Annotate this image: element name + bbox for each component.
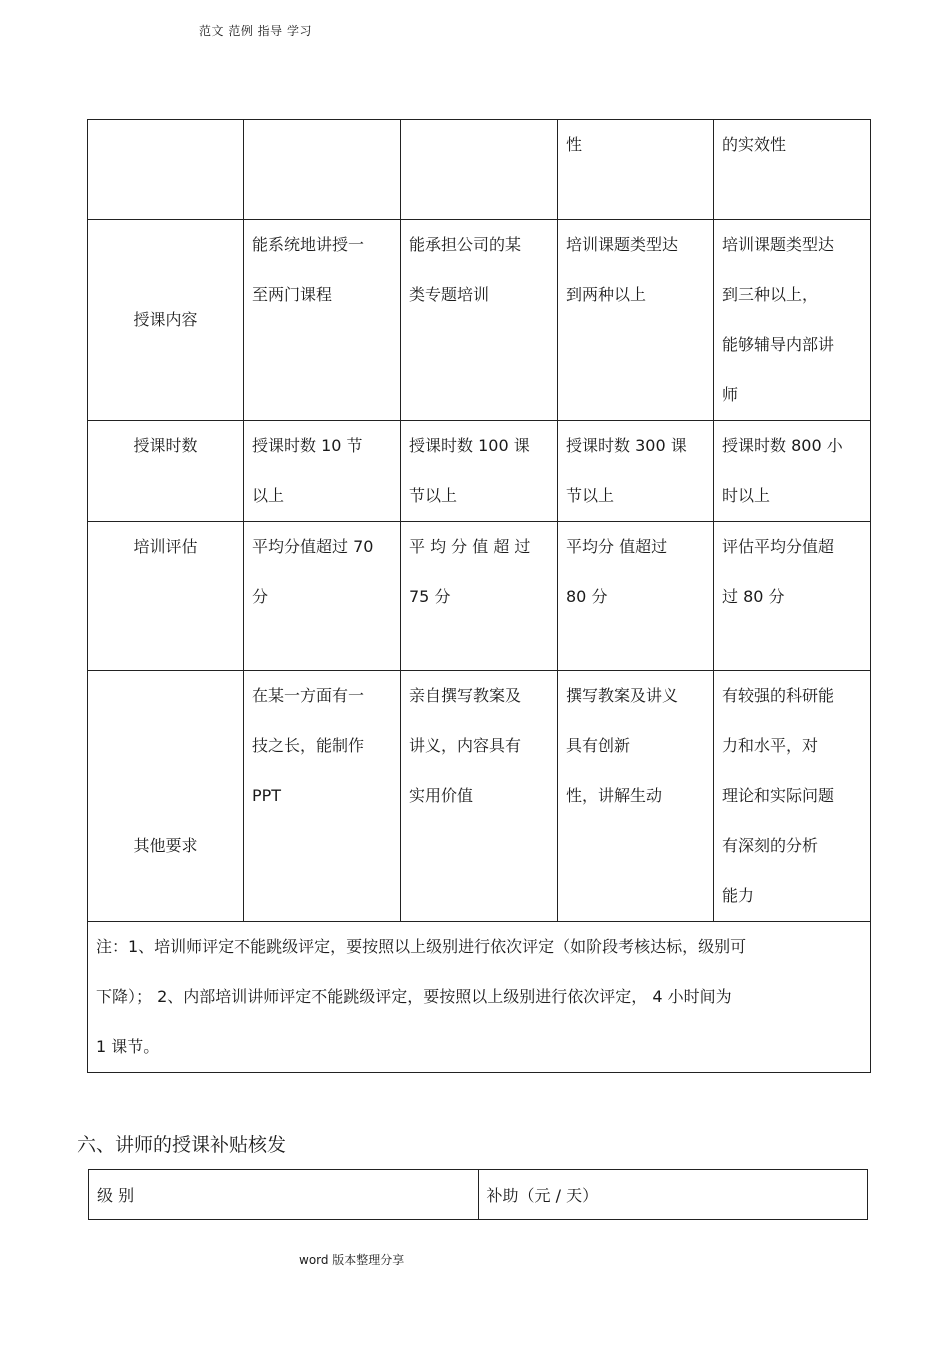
table-cell: 的实效性	[714, 120, 871, 220]
page-header: 范文 范例 指导 学习	[199, 24, 312, 38]
table-header-subsidy: 补助（元 / 天）	[478, 1170, 868, 1220]
table-row	[89, 1170, 868, 1220]
table-row	[88, 421, 871, 522]
table-cell: 授课时数 300 课 节以上	[558, 421, 714, 522]
table-row	[88, 220, 871, 421]
table-cell: 性	[558, 120, 714, 220]
table-cell: 能承担公司的某 类专题培训	[401, 220, 558, 421]
table-cell	[401, 120, 558, 220]
table-cell: 评估平均分值超 过 80 分	[714, 522, 871, 671]
table-cell: 能系统地讲授一 至两门课程	[244, 220, 401, 421]
table-cell: 平均分值超过 70 分	[244, 522, 401, 671]
page-footer: word 版本整理分享	[299, 1253, 405, 1267]
row-label: 其他要求	[88, 671, 244, 922]
row-label: 授课时数	[88, 421, 244, 522]
table-header-level: 级 别	[89, 1170, 479, 1220]
table-cell: 亲自撰写教案及 讲义，内容具有 实用价值	[401, 671, 558, 922]
table-cell: 在某一方面有一 技之长，能制作 PPT	[244, 671, 401, 922]
table-row	[88, 120, 871, 220]
table-cell: 授课时数 800 小 时以上	[714, 421, 871, 522]
table-cell: 撰写教案及讲义 具有创新 性，讲解生动	[558, 671, 714, 922]
row-label: 授课内容	[88, 220, 244, 421]
table-cell: 平均分 值超过 80 分	[558, 522, 714, 671]
table-note: 注：1、培训师评定不能跳级评定，要按照以上级别进行依次评定（如阶段考核达标，级别可 下降）； 2、内部培训讲师评定不能跳级评定，要按照以上级别进行依次评定， 4 小时间为 1 课节。	[88, 922, 871, 1073]
table-row	[88, 522, 871, 671]
table-row	[88, 671, 871, 922]
subsidy-table	[88, 1169, 868, 1220]
table-cell: 授课时数 100 课 节以上	[401, 421, 558, 522]
table-cell: 培训课题类型达 到两种以上	[558, 220, 714, 421]
row-label	[88, 120, 244, 220]
trainer-level-table	[87, 119, 871, 1073]
table-cell	[244, 120, 401, 220]
section-title: 六、讲师的授课补贴核发	[77, 1134, 287, 1156]
table-cell: 授课时数 10 节 以上	[244, 421, 401, 522]
table-cell: 培训课题类型达 到三种以上， 能够辅导内部讲 师	[714, 220, 871, 421]
row-label: 培训评估	[88, 522, 244, 671]
table-cell: 平 均 分 值 超 过 75 分	[401, 522, 558, 671]
table-row	[88, 922, 871, 1073]
table-cell: 有较强的科研能 力和水平，对 理论和实际问题 有深刻的分析 能力	[714, 671, 871, 922]
